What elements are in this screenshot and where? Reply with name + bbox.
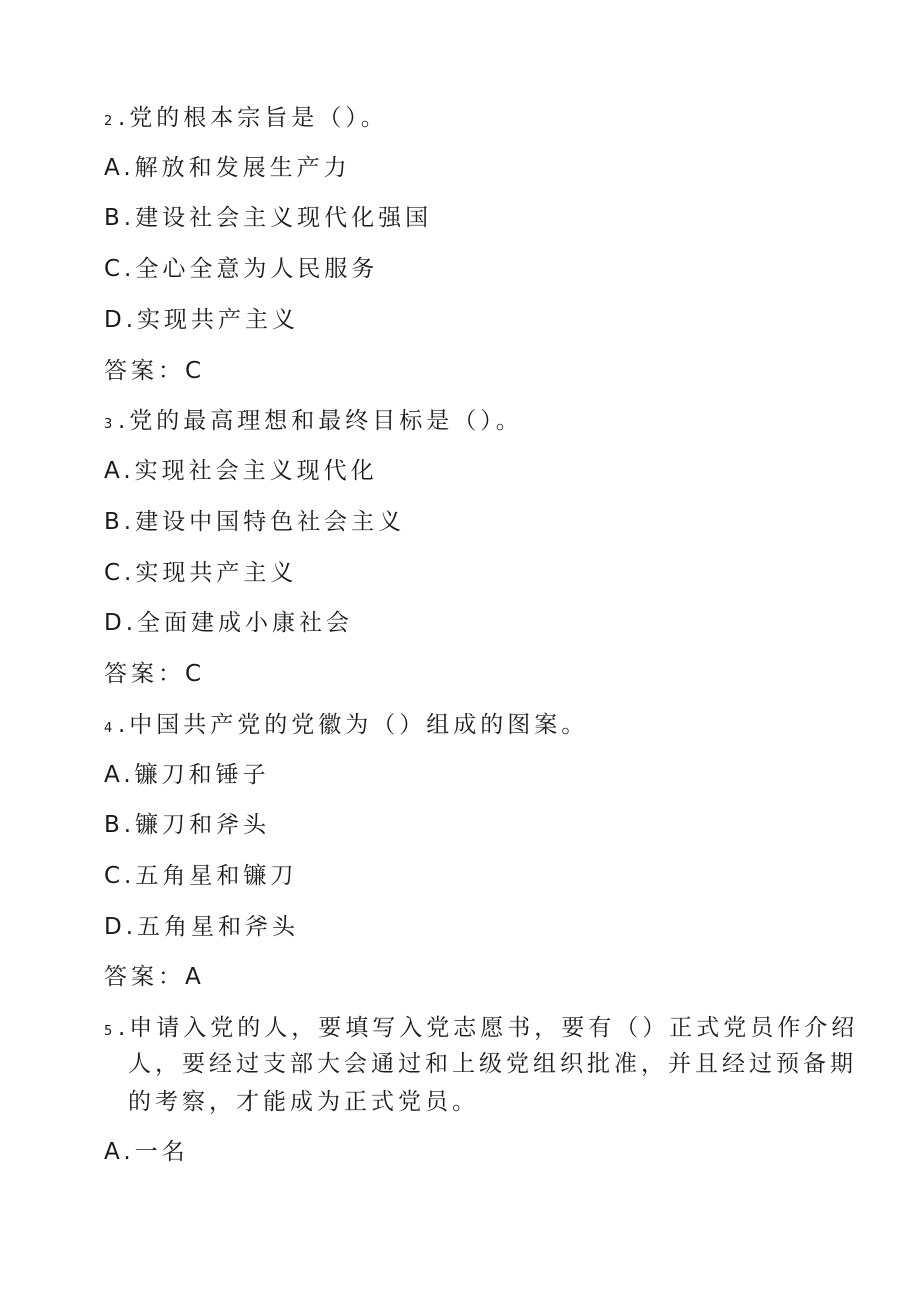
question-2 — [104, 103, 388, 137]
option-b: B.建设社会主义现代化强国 — [104, 205, 433, 231]
question-number: 3 — [104, 417, 113, 432]
option-a: A.一名 — [104, 1139, 189, 1165]
option-b: B.镰刀和斧头 — [104, 812, 271, 838]
question-number: 2 — [104, 114, 113, 129]
option-c: C.全心全意为人民服务 — [104, 256, 379, 282]
option-a: A.镰刀和锤子 — [104, 762, 270, 788]
question-number: 5 — [104, 1024, 113, 1039]
question-text: .中国共产党的党徽为（）组成的图案。 — [118, 712, 589, 738]
answer: 答案：A — [104, 964, 205, 990]
option-d: D.全面建成小康社会 — [104, 610, 354, 636]
option-c: C.五角星和镰刀 — [104, 863, 298, 889]
question-5 — [104, 1013, 858, 1047]
option-d: D.实现共产主义 — [104, 307, 300, 333]
question-number: 4 — [104, 721, 113, 736]
option-d: D.五角星和斧头 — [104, 914, 300, 940]
option-a: A.实现社会主义现代化 — [104, 458, 378, 484]
question-3 — [104, 406, 523, 440]
question-text: .申请入党的人，要填写入党志愿书，要有（）正式党员作介绍 — [118, 1015, 859, 1041]
question-text: .党的最高理想和最终目标是（）。 — [118, 408, 523, 434]
option-c: C.实现共产主义 — [104, 560, 298, 586]
option-a: A.解放和发展生产力 — [104, 155, 351, 181]
question-text-continued: 的考察，才能成为正式党员。 — [128, 1089, 479, 1115]
question-text-continued: 人，要经过支部大会通过和上级党组织批准，并且经过预备期 — [128, 1051, 857, 1077]
answer: 答案：C — [104, 358, 206, 384]
question-text: .党的根本宗旨是（）。 — [118, 105, 388, 131]
answer: 答案：C — [104, 661, 206, 687]
question-4 — [104, 710, 588, 744]
option-b: B.建设中国特色社会主义 — [104, 509, 406, 535]
